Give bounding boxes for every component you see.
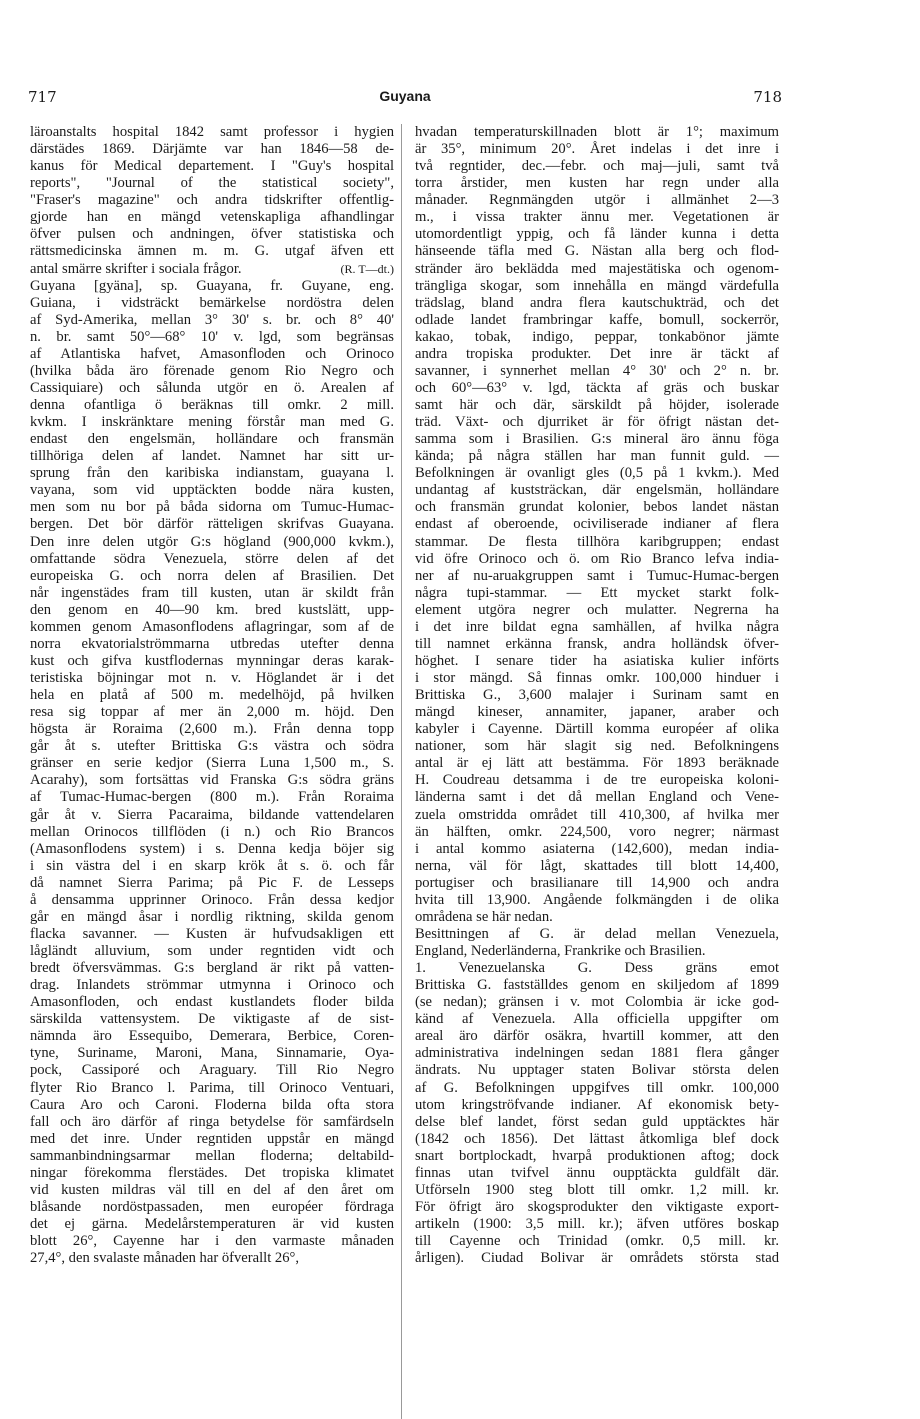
text-line: särskilda vattensystem. De viktigaste af de sist-: [30, 1011, 394, 1028]
text-line: till namnet erkänna fransk, andra holländsk öfver-: [415, 635, 779, 652]
text-line: höghet. I senare tider ha asiatiska kulier införts: [415, 652, 779, 669]
text-line: samt här och där, särskildt på höjder, isolerade: [415, 397, 779, 413]
text-line: hvita till 13,900. Angående folkmängden i de olika: [415, 891, 779, 908]
text-line: Guyana [gyäna], sp. Guayana, fr. Guyane, eng.: [30, 277, 394, 294]
text-line: europeiska G. och norra delen af Brasilien. Det: [30, 567, 394, 584]
text-line: kust och gifva kustflodernas mynningar deras karak-: [30, 652, 394, 669]
text-line: trängliga skogar, som innehålla en mängd värdefulla: [415, 277, 779, 294]
text-line: torra årstider, men kusten har regn under alla: [415, 175, 779, 192]
text-line: administrativa indelningen sedan 1881 flera gånger: [415, 1045, 779, 1062]
text-line: mellan Orinocos tillflöden (i n.) och Rio Brancos: [30, 823, 394, 840]
text-line: i stor mängd. Så finnas omkr. 100,000 hinduer i: [415, 670, 779, 686]
text-line: läroanstalts hospital 1842 samt professor i hygien: [30, 124, 394, 140]
text-line: i det inre bildat egna samhällen, af hvilka några: [415, 618, 779, 635]
text-line: går åt s. utefter Brittiska G:s västra och södra: [30, 738, 394, 755]
text-line: kvkm. I inskränktare mening förstår man med G.: [30, 414, 394, 431]
text-line: sprung från den karibiska indianstam, guayana l.: [30, 465, 394, 482]
text-line: element utgöra negrer och mulatter. Negrerna ha: [415, 601, 779, 618]
text-line: områdena se här nedan.: [415, 908, 553, 925]
text-line: går åt v. Sierra Pacaraima, bildande vattendelaren: [30, 806, 394, 823]
text-line: resa sig toppar af mer än 2,000 m. höjd. Den: [30, 704, 394, 721]
text-line: å densamma upprinner Orinoco. Från dessa kedjor: [30, 891, 394, 908]
text-line: n. br. samt 50°—68° 10' v. lgd, som begränsas: [30, 328, 394, 345]
text-line: fall och äro därför af ringa betydelse för samfärdseln: [30, 1113, 394, 1130]
text-line-content: antal smärre skrifter i sociala frågor.: [30, 260, 242, 277]
text-line: Den inre delen utgör G:s högland (900,000 kvkm.),: [30, 533, 394, 550]
text-line: odlade landet frambringar kaffe, bomull, sockerrör,: [415, 311, 779, 328]
text-line: några tupi-stammar. — Ett mycket starkt folk-: [415, 584, 779, 601]
text-line: bredt öfversvämmas. G:s bergland är rikt på vatten-: [30, 960, 394, 977]
text-line: hvadan temperaturskillnaden blott är 1°; maximum: [415, 124, 779, 140]
text-line: "Fraser's magazine" och andra tidskrifter offentlig-: [30, 192, 394, 209]
text-line: portugiser och brasilianare till 14,900 och andra: [415, 874, 779, 891]
text-line: denna ofantliga ö beräknas till omkr. 2 mill.: [30, 397, 394, 413]
text-line: nationer, som här slagit sig ned. Befolkningens: [415, 738, 779, 755]
text-line: undantag af kuststräckan, där engelsmän, holländare: [415, 482, 779, 499]
text-line: Cassiquiare) och sålunda utgör en ö. Arealen af: [30, 379, 394, 396]
text-line: delse blef landet, först sedan guld upptäcktes här: [415, 1113, 779, 1130]
text-line: kommen genom Amasonflodens aflagringar, som af de: [30, 618, 394, 635]
text-line: andra tropiska produkter. Det inre är täckt af: [415, 345, 779, 362]
text-line: kända; på några ställen har man funnit guld. —: [415, 448, 779, 465]
text-line: antal är ej lätt att bestämma. För 1893 beräknade: [415, 755, 779, 772]
text-line: Caura Aro och Caroni. Floderna bilda ofta stora: [30, 1096, 394, 1113]
text-line: två regntider, dec.—febr. och maj—juli, samt två: [415, 158, 779, 175]
text-line: bergen. Det bör därför rätteligen skrifvas Guayana.: [30, 516, 394, 533]
text-line: utomordentligt yppig, och få länder kunna i detta: [415, 226, 779, 243]
text-line: når ingenstädes fram till kusten, utan är skildt från: [30, 584, 394, 601]
text-line: högsta är Roraima (2,600 m.). Från denna topp: [30, 721, 394, 738]
text-line: ningar förekomma flerstädes. Det tropiska klimatet: [30, 1164, 394, 1181]
text-line: nämnda äro Essequibo, Demerara, Berbice, Coren-: [30, 1028, 394, 1045]
left-column: [30, 124, 394, 1267]
text-line: länderna samt i det då mellan England och Vene-: [415, 789, 779, 806]
text-line: stränder äro beklädda med majestätiska och ogenom-: [415, 260, 779, 277]
text-line: tillhöriga delen af landet. Namnet har sitt ur-: [30, 448, 394, 465]
text-line: flyter Rio Branco l. Parima, till Orinoco Ventuari,: [30, 1079, 394, 1096]
text-line: Brittiska G., 3,600 malajer i Surinam samt en: [415, 687, 779, 704]
page-number-left: 717: [28, 88, 57, 106]
text-line: snart bortplockadt, hvarpå produktionen aftog; dock: [415, 1147, 779, 1164]
text-line: årligen). Ciudad Bolivar är områdets största stad: [415, 1250, 779, 1267]
text-line: vid öfre Orinoco och ö. om Rio Branco lefva india-: [415, 550, 779, 567]
text-line: då namnet Sierra Parima; på Pic F. de Lesseps: [30, 874, 394, 891]
text-line: träd. Växt- och djurriket är för öfrigt nästan det-: [415, 414, 779, 431]
text-line: i sin västra del i en skarp krök åt s. ö. och får: [30, 857, 394, 874]
text-line: gjorde han en mängd vetenskapliga afhandlingar: [30, 209, 394, 226]
text-line: är 35°, minimum 20°. Året indelas i det inre i: [415, 141, 779, 158]
text-line: finnas utan tvifvel ännu oupptäckta guldfält där.: [415, 1164, 779, 1181]
text-line: rättsmedicinska ämnen m. m. G. utgaf äfven ett: [30, 243, 394, 260]
text-line: af Atlantiska hafvet, Amasonfloden och Orinoco: [30, 345, 394, 362]
text-line: af G. Befolkningen uppgifves till omkr. 100,000: [415, 1079, 779, 1096]
text-line: Befolkningen är ovanligt gles (0,5 på 1 kvkm.). Med: [415, 465, 779, 482]
text-line: lågländt alluvium, som under regntiden vidt och: [30, 943, 394, 959]
text-line: flacka savanner. — Kusten är hufvudsakligen ett: [30, 925, 394, 942]
text-line: endast den engelsmän, holländare och fransmän: [30, 431, 394, 448]
text-line: blott 26°, Cayenne har i den varmaste månaden: [30, 1233, 394, 1250]
text-line: det ej gärna. Medelårstemperaturen är vid kusten: [30, 1216, 394, 1232]
text-line: Utförseln 1900 steg blott till omkr. 1,2 mill. kr.: [415, 1181, 779, 1198]
text-line: artikeln (1900: 3,5 mill. kr.); äfven utföres boskap: [415, 1216, 779, 1232]
text-line: den genom en 40—90 km. bred kustslätt, upp-: [30, 601, 394, 618]
text-line: [30, 261, 394, 278]
text-line: men som nu bor på båda sidorna om Tumuc-Humac-: [30, 499, 394, 516]
text-line: areal äro därför osäkra, hvartill kommer, att den: [415, 1028, 779, 1045]
text-line: månader. Regnmängden utgör i allmänhet 2—3: [415, 192, 779, 209]
text-line: trädslag, bland andra flera kautschukträd, och det: [415, 294, 779, 311]
text-line: (Amasonflodens system) i s. Denna kedja böjer sig: [30, 840, 394, 857]
text-line: m., i vissa trakter ännu mer. Vegetationen är: [415, 209, 779, 226]
text-line: Guiana, i vidsträckt bemärkelse nordöstra delen: [30, 294, 394, 311]
text-line: och 60°—63° v. lgd, täckta af gräs och buskar: [415, 379, 779, 396]
page-number-right: 718: [753, 88, 782, 106]
author-signature: (R. T—dt.): [340, 261, 394, 276]
text-line: mängd kineser, annamiter, japaner, araber och: [415, 704, 779, 721]
text-line: ändrats. Nu upptager staten Bolivar största delen: [415, 1062, 779, 1079]
text-line: samma som i Brasilien. G:s mineral äro ännu föga: [415, 431, 779, 448]
text-line: tyne, Suriname, Maroni, Mana, Sinnamarie, Oya-: [30, 1045, 394, 1062]
text-line: stammar. De flesta tillhöra karibgruppen; endast: [415, 533, 779, 550]
text-line: af Tumac-Humac-bergen (800 m.). Från Roraima: [30, 789, 394, 806]
text-line: vayana, som vid upptäckten bodde nära kusten,: [30, 482, 394, 499]
text-line: 27,4°, den svalaste månaden har öfverallt 26°,: [30, 1250, 300, 1267]
text-line: För öfrigt äro skogsprodukter den viktigaste export-: [415, 1198, 779, 1215]
text-line: England, Nederländerna, Frankrike och Brasilien.: [415, 943, 706, 959]
page-header: [28, 88, 782, 110]
text-line: H. Coudreau detsamma i de tre europeiska koloni-: [415, 772, 779, 789]
text-line: känd af Venezuela. Alla officiella uppgifter om: [415, 1011, 779, 1028]
text-line: med det inre. Under regntiden uppstår en mängd: [30, 1130, 394, 1147]
running-head: Guyana: [379, 88, 431, 104]
text-line: endast af oberoende, ociviliserade indianer af flera: [415, 516, 779, 533]
text-line: gränser en serie kedjor (Sierra Luna 1,500 m., S.: [30, 755, 394, 772]
text-line: savanner, i synnerhet mellan 4° 30' och 2° n. br.: [415, 362, 779, 379]
text-line: därstädes 1869. Därjämte var han 1846—58 de-: [30, 141, 394, 158]
column-divider: [401, 124, 402, 1419]
text-line: Brittiska G. fastställdes genom en skiljedom af 1899: [415, 977, 779, 994]
text-line: norra ekvatorialströmmarna utbredas utefter denna: [30, 635, 394, 652]
text-line: teristiska böjningar mot n. v. Höglandet är i det: [30, 670, 394, 686]
text-line: af Syd-Amerika, mellan 3° 30' s. br. och 8° 40': [30, 311, 394, 328]
text-line: går en mängd åsar i nordlig riktning, skilda genom: [30, 908, 394, 925]
text-line: Besittningen af G. är delad mellan Venezuela,: [415, 925, 779, 942]
text-line: ner af nu-aruakgruppen samt i Tumuc-Humac-bergen: [415, 567, 779, 584]
text-line: hela en platå af 500 m. medelhöjd, på hvilken: [30, 687, 394, 704]
text-line: reports", "Journal of the statistical society",: [30, 175, 394, 192]
text-line: utom kringströfvande indianer. Af ekonomisk bety-: [415, 1096, 779, 1113]
text-line: sammanbindningsarmar mellan floderna; deltabild-: [30, 1147, 394, 1164]
text-line: kakao, tobak, indigo, peppar, tonkabönor jämte: [415, 328, 779, 345]
text-line: och fransmän grundat kolonier, bebos landet nästan: [415, 499, 779, 516]
text-line: (1842 och 1856). Det lättast åtkomliga blef dock: [415, 1130, 779, 1147]
text-line: än hälften, omkr. 224,500, voro negrer; närmast: [415, 823, 779, 840]
text-line: zuela omstridda området till 410,300, af hvilka mer: [415, 806, 779, 823]
text-line: blåsande nordöstpassaden, men européer fördraga: [30, 1198, 394, 1215]
text-line: (se nedan); gränsen i v. mot Colombia är icke god-: [415, 994, 779, 1011]
text-line: 1. Venezuelanska G. Dess gräns emot: [415, 960, 779, 977]
text-line: vid kusten mildras väl till en del af den året om: [30, 1181, 394, 1198]
right-column: [415, 124, 779, 1267]
text-line: till Cayenne och Trinidad (omkr. 0,5 mill. kr.: [415, 1233, 779, 1250]
text-line: Amasonfloden, och endast kustlandets floder bilda: [30, 994, 394, 1011]
text-line: drag. Inlandets strömmar utmynna i Orinoco och: [30, 977, 394, 994]
text-line: (hvilka båda äro förenade genom Rio Negro och: [30, 362, 394, 379]
text-line: Acarahy), som fortsättas vid Franska G:s södra gräns: [30, 772, 394, 789]
text-line: nerna, väl för lågt, skattades till blott 14,400,: [415, 857, 779, 874]
text-line: omfattande södra Venezuela, större delen af det: [30, 550, 394, 567]
text-line: öfver pulsen och andningen, öfver statistiska och: [30, 226, 394, 243]
text-line: pock, Cassiporé och Araguary. Till Rio Negro: [30, 1062, 394, 1079]
text-line: i antal kommo asiaterna (142,600), medan india-: [415, 840, 779, 857]
text-line: kanus för Medical departement. I "Guy's hospital: [30, 158, 394, 175]
text-line: kabyler i Cayenne. Därtill komma européer af olika: [415, 721, 779, 738]
text-line: hänseende täfla med G. Nästan alla berg och flod-: [415, 243, 779, 260]
